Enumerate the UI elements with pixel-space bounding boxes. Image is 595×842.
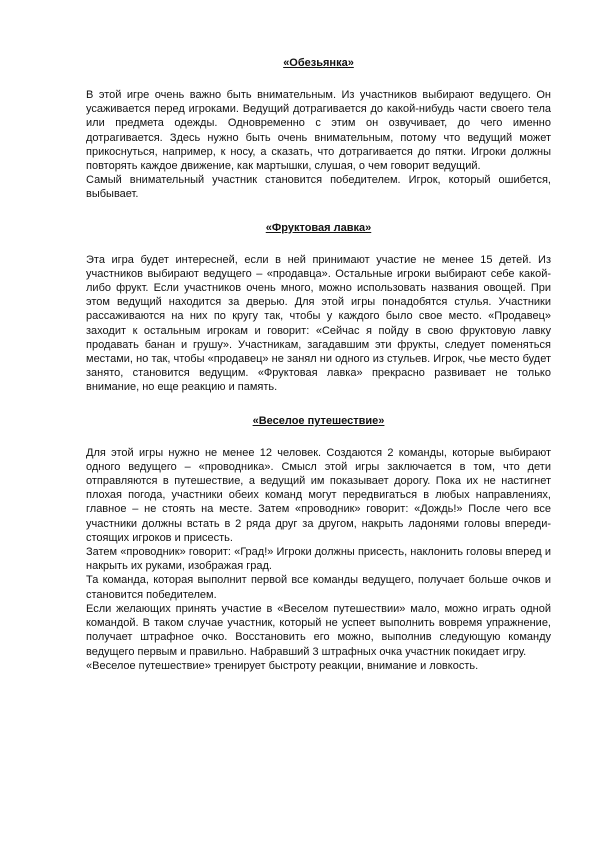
section-fun-journey — [86, 414, 551, 673]
section-title: «Фруктовая лавка» — [265, 221, 372, 234]
section-obezyanka — [86, 56, 551, 202]
section-title: «Веселое путешествие» — [252, 414, 385, 427]
paragraph: Для этой игры нужно не менее 12 человек. Создаются 2 команды, которые выбирают одного ведущего – «проводника». Смысл этой игры заключается в том, что дети отправляются в путешествие, а ведущий им показывает дорогу. Пока их не настигнет плохая погода, участники обеих команд могут передвигаться в любых направлениях, главное – не стоять на месте. Затем «проводник» говорит: «Дождь!» После чего все участники должны встать в 2 ряда друг за другом, накрыть ладонями головы впереди-стоящих игроков и присесть. — [86, 446, 551, 544]
paragraph: Затем «проводник» говорит: «Град!» Игроки должны присесть, наклонить головы вперед и накрыть их руками, изображая град. — [86, 546, 551, 573]
paragraph: «Веселое путешествие» тренирует быстроту реакции, внимание и ловкость. — [86, 659, 479, 672]
paragraph: Та команда, которая выполнит первой все команды ведущего, получает больше очков и становится победителем. — [86, 574, 551, 601]
paragraph: В этой игре очень важно быть внимательным. Из участников выбирают ведущего. Он усаживается перед игроками. Ведущий дотрагивается до какой-нибудь части своего тела или предмета одежды. Одновременно с этим он озвучивает, до чего именно дотрагивается. Здесь нужно быть очень внимательным, потому что ведущий может прикоснуться, например, к носу, а сказать, что дотрагивается до пятки. Игроки должны повторять каждое движение, как мартышки, слушая, о чем говорит ведущий. — [86, 89, 551, 173]
paragraph: Самый внимательный участник становится победителем. Игрок, который ошибется, выбывает. — [86, 174, 551, 201]
paragraph: Эта игра будет интересней, если в ней принимают участие не менее 15 детей. Из участников выбирают ведущего – «продавца». Остальные игроки выбирают себе какой-либо фрукт. Если участников очень много, можно использовать названия овощей. При этом ведущий находится за дверью. Для этой игры понадобятся стулья. Участники рассаживаются на них по кругу так, чтобы у каждого было свое место. «Продавец» заходит к остальным игрокам и говорит: «Сейчас я пойду в свою фруктовую лавку продавать банан и грушу». Участникам, загадавшим эти фрукты, следует поменяться местами, но так, чтобы «продавец» не занял ни одного из стульев. Игрок, чье место будет занято, становится ведущим. «Фруктовая лавка» прекрасно развивает не только внимание, но еще реакцию и память. — [86, 253, 551, 394]
paragraph: Если желающих принять участие в «Веселом путешествии» мало, можно играть одной командой. В таком случае участник, который не успеет выполнить вовремя упражнение, получает штрафное очко. Восстановить его можно, выполнив следующую команду ведущего первым и правильно. Набравший 3 штрафных очка участник покидает игру. — [86, 602, 551, 658]
section-title: «Обезьянка» — [283, 57, 354, 69]
section-fruit-shop — [86, 221, 551, 395]
document-page — [86, 56, 551, 692]
